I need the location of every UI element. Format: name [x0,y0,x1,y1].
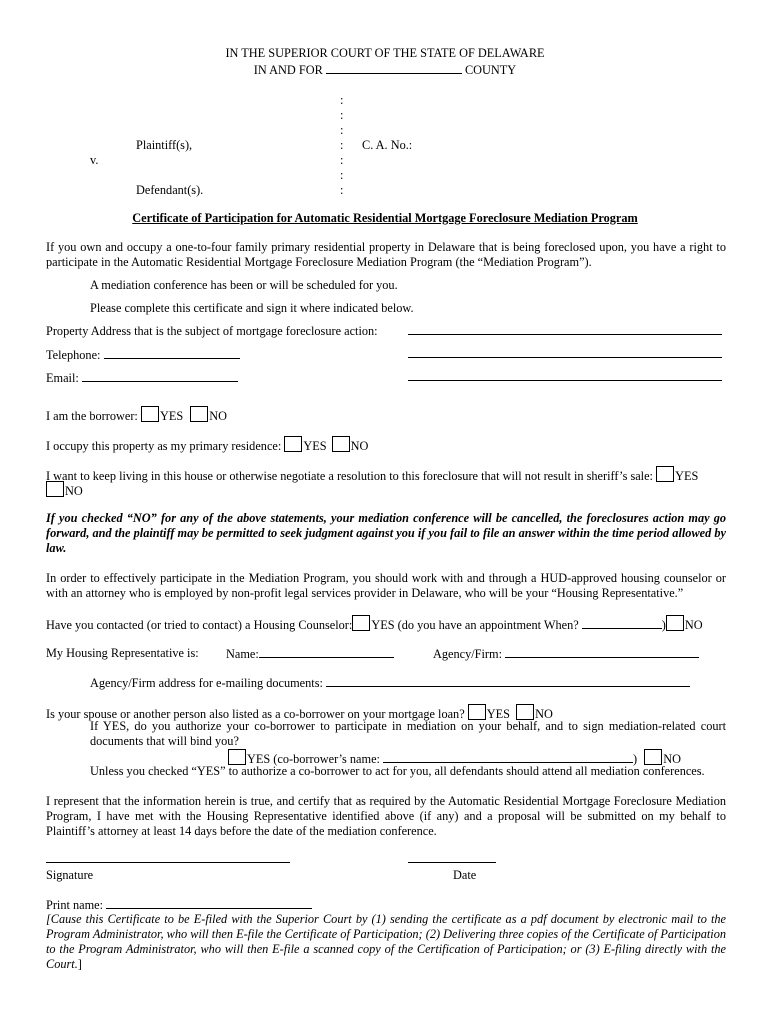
caption-colon: : [340,93,344,107]
occupy-no-label: NO [350,439,369,453]
scheduled-notice: A mediation conference has been or will be scheduled for you. [90,278,398,292]
print-name-label: Print name: [46,898,104,912]
hud-paragraph: In order to effectively participate in the Mediation Program, you should work with and through a HUD-approved housing counselor or with an attorney who is employed by non-profit legal services provider in Delaware, who will be your “Housing Representative.” [46,571,726,600]
keep-living-no-label: NO [65,484,83,498]
coborrower-authorize-no-checkbox[interactable] [644,749,662,765]
filing-instructions-text: [Cause this Certificate to be E-filed with the Superior Court by (1) sending the certificate as a pdf document by electronic mail to the Program Administrator, who will then E-file the Certificate of Participation; (2) Delivering three copies of the Certificate of Participation to the Program Administrator, who will then E-file a scanned copy of the Certification of Participation; or (3) E-filing directly with the Court. [46,912,726,971]
keep-living-no-row [46,481,83,499]
keep-living-question [46,466,698,484]
coborrower-authorize-question: If YES, do you authorize your co-borrower to participate in mediation on your behalf, and to sign mediation-related court documents that will bind you? [90,719,726,748]
coborrower-authorize-yes-label: YES (co-borrower’s name: [247,752,380,766]
date-label: Date [453,868,477,882]
coborrower-yes-checkbox[interactable] [468,704,486,720]
counselor-no-label: NO [684,618,703,632]
representative-name-field[interactable] [259,646,394,658]
complete-notice: Please complete this certificate and sign it where indicated below. [90,301,414,315]
counselor-no-checkbox[interactable] [666,615,684,631]
coborrower-authorize-yes-checkbox[interactable] [228,749,246,765]
defendant-label: Defendant(s). [136,183,204,197]
representative-label: My Housing Representative is: [46,646,199,660]
filing-instructions [46,912,726,972]
caption-colon: : [340,168,344,182]
property-address-label: Property Address that is the subject of mortgage foreclosure action: [46,324,378,338]
signature-field[interactable] [46,862,290,863]
representative-agency-row [433,646,699,662]
agency-address-field[interactable] [326,675,690,687]
versus-label: v. [90,153,99,167]
telephone-label: Telephone: [46,348,101,362]
coborrower-no-label: NO [535,707,553,721]
appointment-date-field[interactable] [582,617,662,629]
keep-living-no-checkbox[interactable] [46,481,64,497]
coborrower-yes-label: YES [486,707,510,721]
keep-living-yes-checkbox[interactable] [656,466,674,482]
borrower-question [46,406,227,424]
coborrower-unless-note: Unless you checked “YES” to authorize a co-borrower to act for you, all defendants should attend all mediation conferences. [90,764,705,778]
court-heading [0,46,770,61]
caption-colon: : [340,183,344,197]
property-address-field-line-2[interactable] [408,357,722,358]
county-label: COUNTY [464,63,517,77]
coborrower-authorize-no-label: NO [663,752,681,766]
in-and-for-label: IN AND FOR [253,63,323,77]
counselor-close-paren: ) [661,618,666,632]
keep-living-yes-label: YES [675,469,699,483]
borrower-no-label: NO [209,409,228,423]
case-number-label: C. A. No.: [362,138,413,152]
occupy-label: I occupy this property as my primary residence: [46,439,282,453]
plaintiff-label: Plaintiff(s), [136,138,193,152]
email-label: Email: [46,371,79,385]
telephone-field[interactable] [104,347,240,359]
agency-address-row [90,675,690,691]
coborrower-close-paren: ) [633,752,638,766]
property-address-field-line-3[interactable] [408,380,722,381]
court-line-1: IN THE SUPERIOR COURT OF THE STATE OF DELAWARE [225,46,545,60]
occupy-yes-checkbox[interactable] [284,436,302,452]
signature-label: Signature [46,868,94,882]
warning-paragraph: If you checked “NO” for any of the above statements, your mediation conference will be cancelled, the foreclosures action may go forward, and the plaintiff may be permitted to seek judgment against you if you fail to file an answer within the time period allowed by law. [46,511,726,555]
borrower-label: I am the borrower: [46,409,138,423]
representative-agency-label: Agency/Firm: [433,647,502,661]
form-title: Certificate of Participation for Automatic Residential Mortgage Foreclosure Mediation Program [132,211,638,225]
caption-colon: : [340,138,344,152]
representative-name-label: Name: [226,647,259,661]
county-field[interactable] [326,62,462,74]
court-heading-county [0,62,770,78]
coborrower-no-checkbox[interactable] [516,704,534,720]
intro-paragraph: If you own and occupy a one-to-four family primary residential property in Delaware that is being foreclosed upon, you have a right to participate in the Automatic Residential Mortgage Foreclosure Mediation Program (the “Mediation Program”). [46,240,726,269]
telephone-row [46,347,240,363]
date-field[interactable] [408,862,496,863]
print-name-row [46,897,312,913]
caption-colon: : [340,153,344,167]
filing-instructions-close: ] [77,957,82,971]
email-field[interactable] [82,370,238,382]
counselor-question [46,615,703,633]
print-name-field[interactable] [106,897,312,909]
certification-paragraph: I represent that the information herein is true, and certify that as required by the Automatic Residential Mortgage Foreclosure Mediation Program, I have met with the Housing Representative identified above (if any) and a proposal will be submitted on my behalf to Plaintiff’s attorney at least 14 days before the date of the mediation conference. [46,794,726,838]
occupy-yes-label: YES [303,439,327,453]
representative-name-row [226,646,394,662]
counselor-yes-checkbox[interactable] [352,615,370,631]
counselor-yes-label: YES (do you have an appointment When? [371,618,579,632]
keep-living-label: I want to keep living in this house or otherwise negotiate a resolution to this foreclosure that will not result in sheriff’s sale: [46,469,653,483]
occupy-question [46,436,368,454]
borrower-yes-label: YES [159,409,184,423]
agency-address-label: Agency/Firm address for e-mailing documents: [90,676,323,690]
coborrower-name-field[interactable] [383,751,633,763]
representative-agency-field[interactable] [505,646,699,658]
property-address-field[interactable] [408,334,722,335]
email-row [46,370,238,386]
caption-colon: : [340,123,344,137]
borrower-no-checkbox[interactable] [190,406,208,422]
counselor-label: Have you contacted (or tried to contact) a Housing Counselor: [46,618,353,632]
coborrower-label: Is your spouse or another person also listed as a co-borrower on your mortgage loan? [46,707,465,721]
caption-colon: : [340,108,344,122]
borrower-yes-checkbox[interactable] [141,406,159,422]
occupy-no-checkbox[interactable] [332,436,350,452]
